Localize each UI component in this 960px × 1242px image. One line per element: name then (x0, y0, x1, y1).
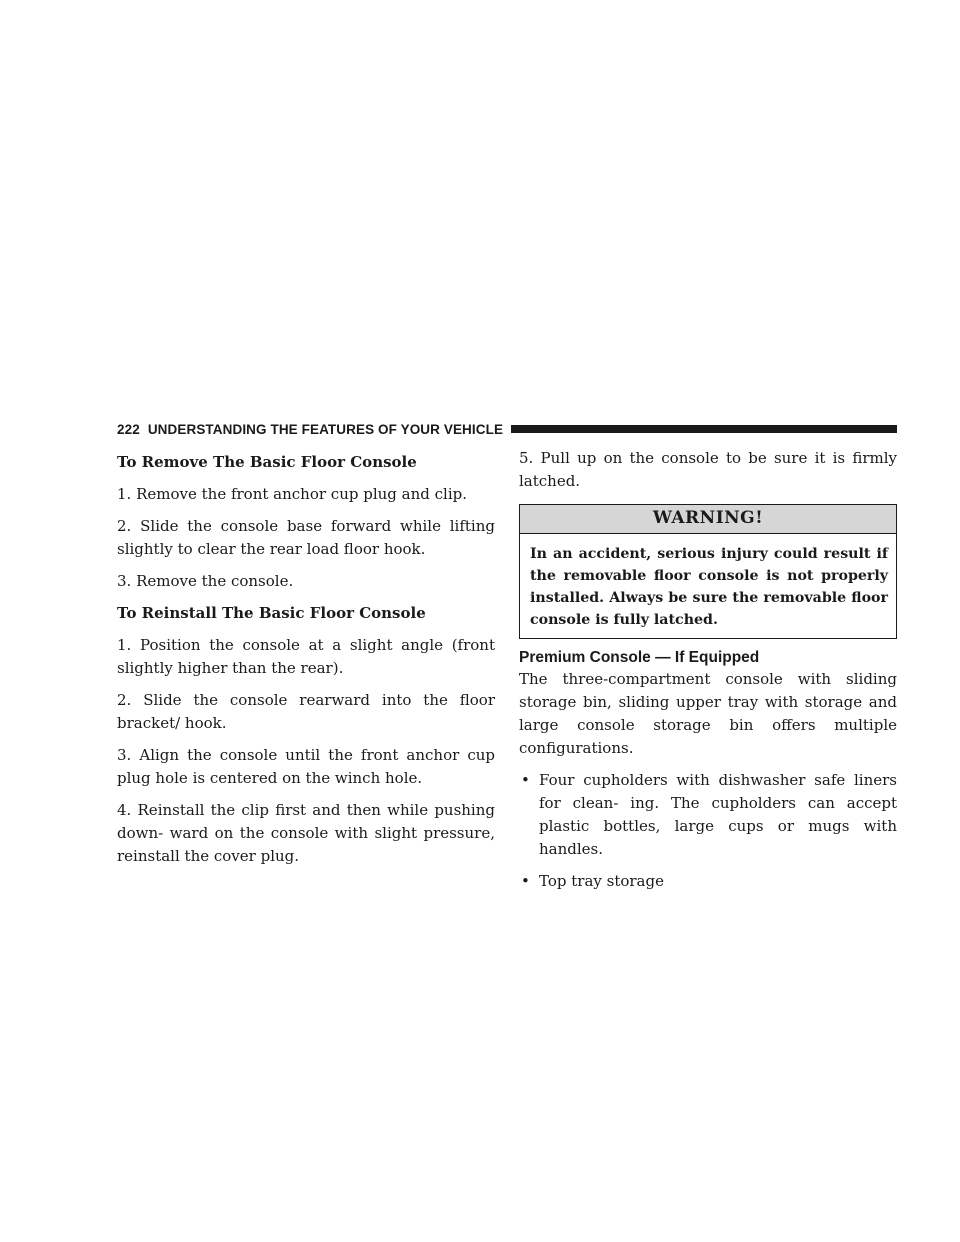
list-item (519, 769, 897, 861)
warning-box (519, 504, 897, 639)
left-column (117, 447, 495, 868)
bullet-text: Four cupholders with dishwasher safe liners for clean- ing. The cupholders can accept plastic bottles, large cups or mugs with handles. (539, 771, 897, 858)
bullet-text: Top tray storage (539, 872, 664, 890)
warning-text: In an accident, serious injury could result if the removable floor console is not properly installed. Always be sure the removable floor console is fully latched. (530, 546, 888, 628)
list-item (519, 870, 897, 893)
remove-step-1: 1. Remove the front anchor cup plug and clip. (117, 485, 468, 503)
remove-step-3: 3. Remove the console. (117, 572, 294, 590)
reinstall-step-2: 2. Slide the console rearward into the floor bracket/ hook. (117, 691, 495, 732)
reinstall-step-4: 4. Reinstall the clip first and then while pushing down- ward on the console with slight pressure, reinstall the cover plug. (117, 801, 495, 865)
page-number: 222 (117, 421, 140, 437)
premium-console-intro: The three-compartment console with sliding storage bin, sliding upper tray with storage and large console storage bin offers multiple configurations. (519, 670, 897, 757)
bullet-icon: • (521, 771, 530, 789)
header-rule (511, 425, 897, 433)
warning-title: WARNING! (520, 505, 896, 534)
remove-console-heading: To Remove The Basic Floor Console (117, 453, 417, 471)
bullet-icon: • (521, 872, 530, 890)
reinstall-step-1: 1. Position the console at a slight angle (front slightly higher than the rear). (117, 636, 495, 677)
section-title: UNDERSTANDING THE FEATURES OF YOUR VEHICLE (147, 421, 504, 437)
premium-console-heading: Premium Console — If Equipped (519, 649, 760, 666)
reinstall-console-heading: To Reinstall The Basic Floor Console (117, 604, 426, 622)
reinstall-step-3: 3. Align the console until the front anchor cup plug hole is centered on the winch hole. (117, 746, 495, 787)
step-5: 5. Pull up on the console to be sure it is firmly latched. (519, 449, 897, 490)
right-column (519, 447, 897, 893)
page-header (117, 419, 897, 439)
remove-step-2: 2. Slide the console base forward while lifting slightly to clear the rear load floor hook. (117, 517, 495, 558)
